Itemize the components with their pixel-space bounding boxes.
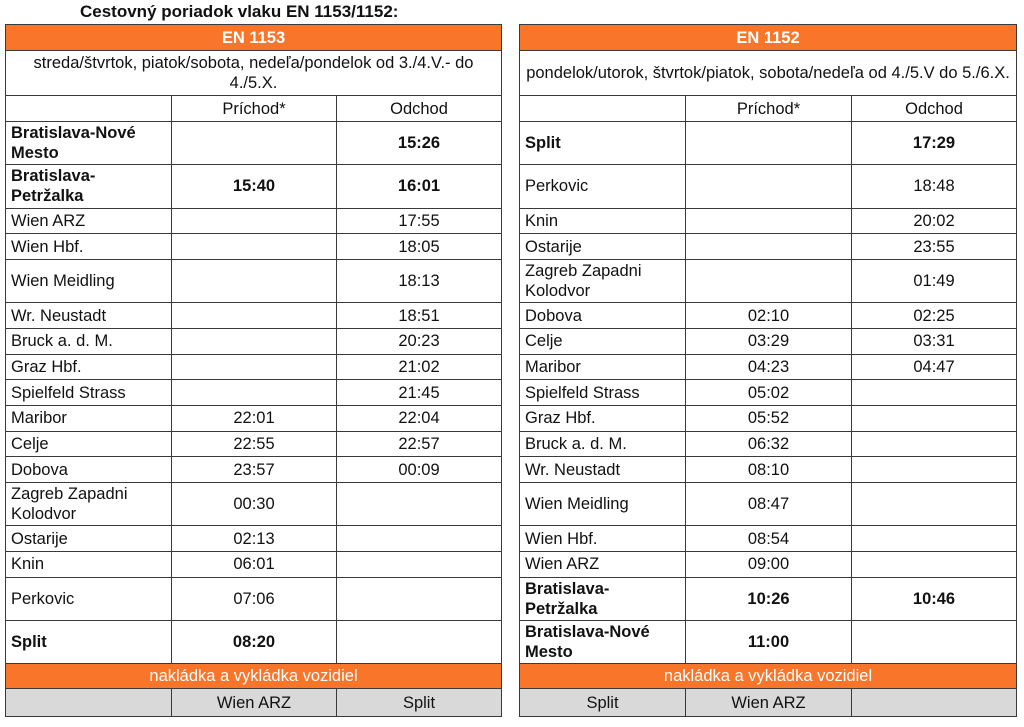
operating-days: streda/štvrtok, piatok/sobota, nedeľa/pondelok od 3./4.V.- do 4./5.X. — [6, 51, 502, 96]
departure-time: 10:46 — [852, 577, 1017, 620]
departure-time — [337, 526, 502, 552]
arrival-time: 05:52 — [686, 406, 852, 432]
table-row — [6, 526, 502, 552]
departure-time — [852, 552, 1017, 578]
table-row — [6, 234, 502, 260]
station-name: Bratislava-Nové Mesto — [6, 122, 172, 165]
arrival-time: 03:29 — [686, 328, 852, 354]
station-name: Wien Hbf. — [6, 234, 172, 260]
table-row — [6, 621, 502, 664]
arrival-time — [686, 165, 852, 208]
arrival-time: 04:23 — [686, 354, 852, 380]
station-name: Spielfeld Strass — [6, 380, 172, 406]
departure-time — [337, 483, 502, 526]
column-header-arrival: Príchod* — [172, 96, 337, 122]
station-name: Graz Hbf. — [6, 354, 172, 380]
loading-banner: nakládka a vykládka vozidiel — [520, 664, 1017, 689]
table-row — [6, 122, 502, 165]
departure-time: 20:02 — [852, 208, 1017, 234]
station-name: Zagreb Zapadni Kolodvor — [6, 483, 172, 526]
departure-time — [852, 526, 1017, 552]
train-header: EN 1153 — [6, 25, 502, 51]
arrival-time: 07:06 — [172, 577, 337, 620]
arrival-time — [172, 122, 337, 165]
arrival-time — [172, 354, 337, 380]
table-row — [520, 431, 1017, 457]
station-name: Wien Meidling — [6, 259, 172, 302]
arrival-time — [686, 208, 852, 234]
departure-time: 17:55 — [337, 208, 502, 234]
table-row — [520, 208, 1017, 234]
station-name: Wr. Neustadt — [6, 303, 172, 329]
column-header-station — [6, 96, 172, 122]
station-name: Celje — [520, 328, 686, 354]
table-row — [6, 483, 502, 526]
table-row — [6, 577, 502, 620]
table-row — [6, 380, 502, 406]
station-name: Celje — [6, 431, 172, 457]
table-row — [6, 354, 502, 380]
station-name: Graz Hbf. — [520, 406, 686, 432]
table-row — [520, 303, 1017, 329]
loading-station-empty — [6, 689, 172, 717]
station-name: Maribor — [6, 406, 172, 432]
column-header-station — [520, 96, 686, 122]
departure-time — [337, 577, 502, 620]
station-name: Maribor — [520, 354, 686, 380]
departure-time — [337, 552, 502, 578]
departure-time — [852, 457, 1017, 483]
loading-arrival-station: Wien ARZ — [172, 689, 337, 717]
station-name: Spielfeld Strass — [520, 380, 686, 406]
arrival-time — [172, 208, 337, 234]
arrival-time — [172, 380, 337, 406]
station-name: Dobova — [6, 457, 172, 483]
arrival-time — [686, 259, 852, 302]
table-row — [520, 122, 1017, 165]
departure-time: 18:13 — [337, 259, 502, 302]
table-row — [520, 380, 1017, 406]
table-row — [6, 259, 502, 302]
table-row — [520, 328, 1017, 354]
arrival-time — [172, 303, 337, 329]
station-name: Ostarije — [520, 234, 686, 260]
departure-time: 18:05 — [337, 234, 502, 260]
arrival-time: 00:30 — [172, 483, 337, 526]
arrival-time: 22:01 — [172, 406, 337, 432]
departure-time: 18:51 — [337, 303, 502, 329]
station-name: Zagreb Zapadni Kolodvor — [520, 259, 686, 302]
departure-time: 20:23 — [337, 328, 502, 354]
column-header-departure: Odchod — [337, 96, 502, 122]
departure-time: 15:26 — [337, 122, 502, 165]
departure-time — [852, 380, 1017, 406]
station-name: Wien ARZ — [6, 208, 172, 234]
loading-arrival-station: Wien ARZ — [686, 689, 852, 717]
arrival-time: 10:26 — [686, 577, 852, 620]
station-name: Wien ARZ — [520, 552, 686, 578]
table-row — [6, 208, 502, 234]
departure-time: 17:29 — [852, 122, 1017, 165]
departure-time — [852, 431, 1017, 457]
departure-time: 03:31 — [852, 328, 1017, 354]
departure-time: 21:45 — [337, 380, 502, 406]
arrival-time: 02:13 — [172, 526, 337, 552]
departure-time: 00:09 — [337, 457, 502, 483]
departure-time — [337, 621, 502, 664]
arrival-time — [172, 259, 337, 302]
station-name: Split — [520, 122, 686, 165]
arrival-time: 08:54 — [686, 526, 852, 552]
table-row — [520, 552, 1017, 578]
departure-time: 21:02 — [337, 354, 502, 380]
station-name: Bratislava-Nové Mesto — [520, 621, 686, 664]
table-row — [6, 165, 502, 208]
timetable-en1152 — [519, 24, 1017, 717]
departure-time: 23:55 — [852, 234, 1017, 260]
station-name: Split — [6, 621, 172, 664]
arrival-time: 09:00 — [686, 552, 852, 578]
table-row — [520, 165, 1017, 208]
departure-time: 01:49 — [852, 259, 1017, 302]
table-row — [520, 483, 1017, 526]
station-name: Knin — [6, 552, 172, 578]
arrival-time: 02:10 — [686, 303, 852, 329]
station-name: Ostarije — [6, 526, 172, 552]
departure-time: 22:04 — [337, 406, 502, 432]
arrival-time — [172, 234, 337, 260]
table-row — [6, 406, 502, 432]
departure-time — [852, 621, 1017, 664]
arrival-time: 11:00 — [686, 621, 852, 664]
arrival-time: 22:55 — [172, 431, 337, 457]
table-row — [520, 234, 1017, 260]
table-row — [6, 552, 502, 578]
train-header: EN 1152 — [520, 25, 1017, 51]
page-title: Cestovný poriadok vlaku EN 1153/1152: — [80, 2, 399, 21]
table-row — [520, 526, 1017, 552]
table-row — [520, 354, 1017, 380]
column-header-departure: Odchod — [852, 96, 1017, 122]
station-name: Bruck a. d. M. — [6, 328, 172, 354]
station-name: Perkovic — [6, 577, 172, 620]
table-row — [6, 328, 502, 354]
station-name: Bratislava-Petržalka — [6, 165, 172, 208]
arrival-time: 23:57 — [172, 457, 337, 483]
arrival-time: 06:01 — [172, 552, 337, 578]
operating-days: pondelok/utorok, štvrtok/piatok, sobota/nedeľa od 4./5.V do 5./6.X. — [520, 51, 1017, 96]
table-row — [520, 621, 1017, 664]
arrival-time — [686, 122, 852, 165]
departure-time: 04:47 — [852, 354, 1017, 380]
loading-banner: nakládka a vykládka vozidiel — [6, 664, 502, 689]
loading-departure-station: Split — [337, 689, 502, 717]
arrival-time — [172, 328, 337, 354]
table-row — [6, 457, 502, 483]
table-row — [6, 303, 502, 329]
arrival-time: 15:40 — [172, 165, 337, 208]
table-row — [520, 406, 1017, 432]
station-name: Perkovic — [520, 165, 686, 208]
table-row — [520, 577, 1017, 620]
departure-time: 02:25 — [852, 303, 1017, 329]
departure-time: 18:48 — [852, 165, 1017, 208]
arrival-time — [686, 234, 852, 260]
departure-time — [852, 406, 1017, 432]
station-name: Wien Hbf. — [520, 526, 686, 552]
arrival-time: 08:47 — [686, 483, 852, 526]
station-name: Bruck a. d. M. — [520, 431, 686, 457]
timetable-en1153 — [5, 24, 502, 717]
table-row — [6, 431, 502, 457]
station-name: Knin — [520, 208, 686, 234]
station-name: Dobova — [520, 303, 686, 329]
column-header-arrival: Príchod* — [686, 96, 852, 122]
loading-departure-empty — [852, 689, 1017, 717]
arrival-time: 08:20 — [172, 621, 337, 664]
arrival-time: 08:10 — [686, 457, 852, 483]
departure-time: 22:57 — [337, 431, 502, 457]
arrival-time: 05:02 — [686, 380, 852, 406]
departure-time: 16:01 — [337, 165, 502, 208]
table-row — [520, 457, 1017, 483]
station-name: Bratislava-Petržalka — [520, 577, 686, 620]
arrival-time: 06:32 — [686, 431, 852, 457]
loading-station: Split — [520, 689, 686, 717]
station-name: Wr. Neustadt — [520, 457, 686, 483]
departure-time — [852, 483, 1017, 526]
station-name: Wien Meidling — [520, 483, 686, 526]
table-row — [520, 259, 1017, 302]
